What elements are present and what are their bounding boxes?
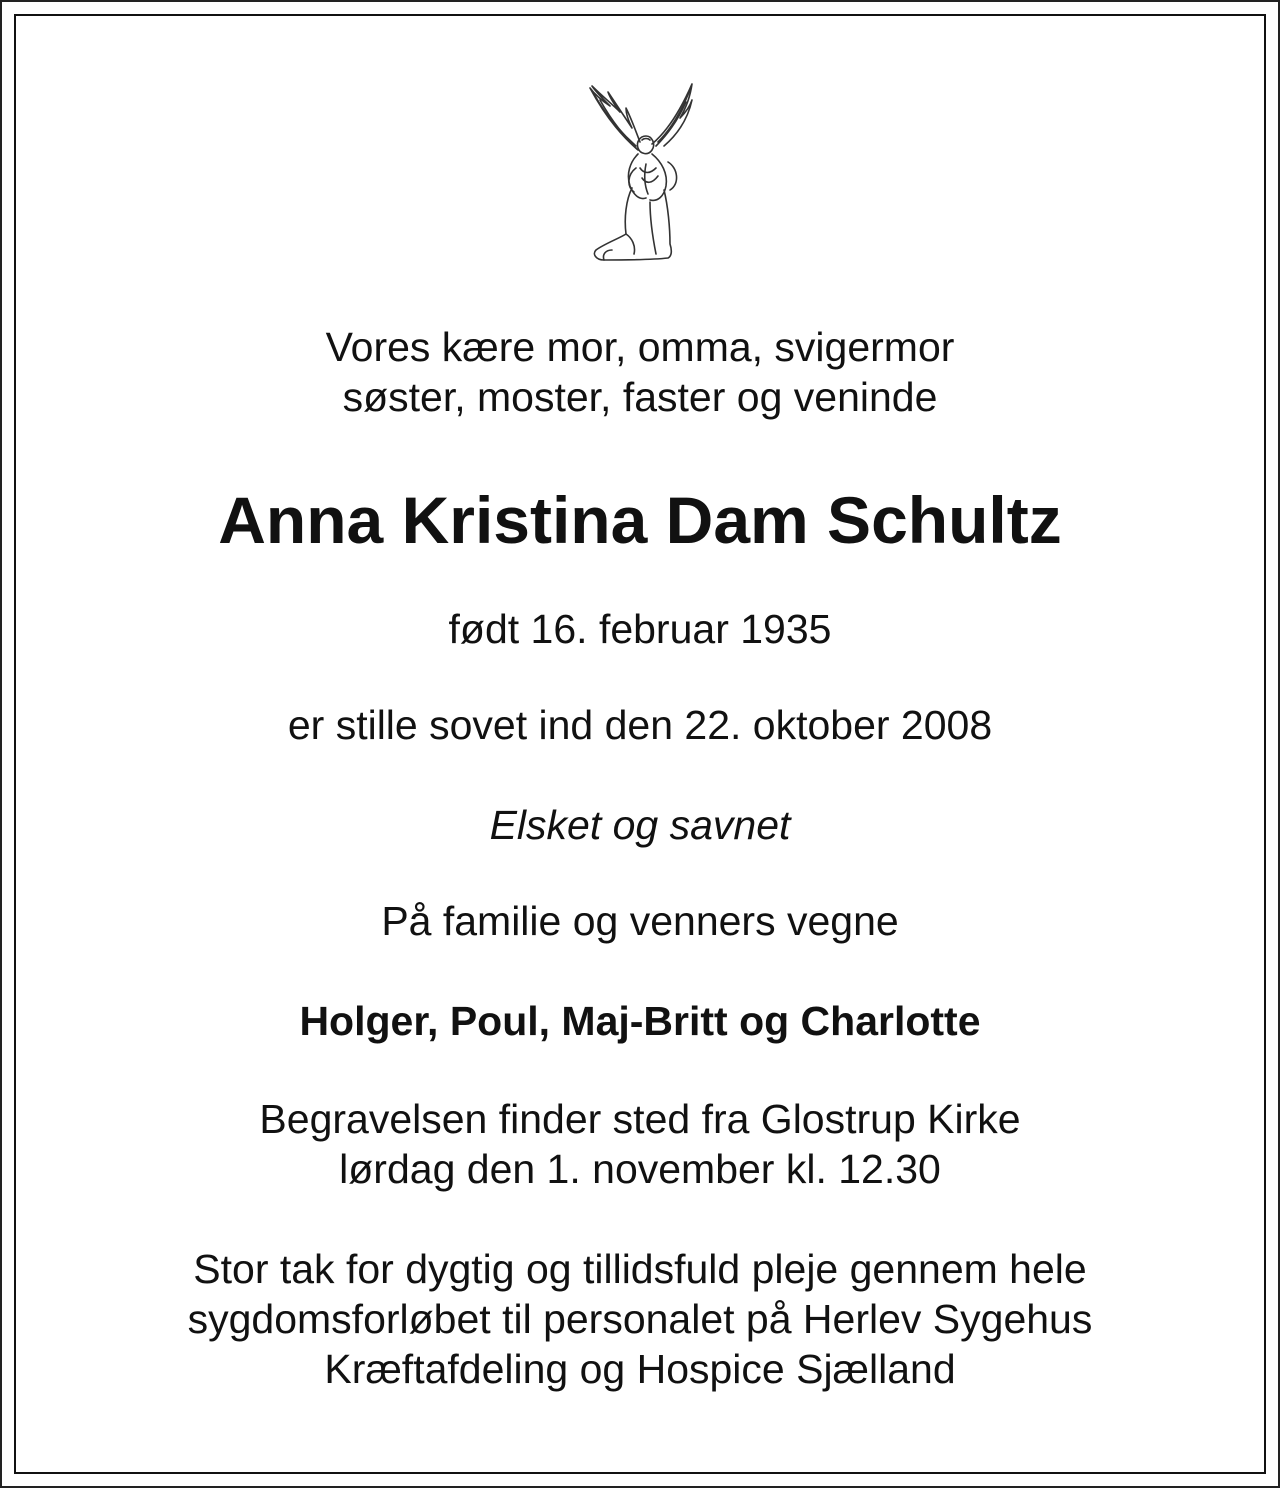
signatories: Holger, Poul, Maj-Britt og Charlotte [299, 998, 981, 1044]
intro-line-1: Vores kære mor, omma, svigermor [325, 324, 955, 370]
death-date: er stille sovet ind den 22. oktober 2008 [287, 702, 993, 748]
thanks-line-2: sygdomsforløbet til personalet på Herlev Sygehus [187, 1296, 1093, 1342]
on-behalf-text: På familie og venners vegne [381, 898, 899, 944]
funeral-line-2: lørdag den 1. november kl. 12.30 [339, 1146, 941, 1192]
tribute-text: Elsket og savnet [489, 802, 791, 848]
angel-icon [580, 78, 700, 268]
thanks-line-3: Kræftafdeling og Hospice Sjælland [324, 1346, 956, 1392]
deceased-name: Anna Kristina Dam Schultz [218, 483, 1062, 557]
birth-date: født 16. februar 1935 [448, 606, 832, 652]
intro-line-2: søster, moster, faster og veninde [342, 374, 938, 420]
funeral-line-1: Begravelsen finder sted fra Glostrup Kirke [259, 1096, 1021, 1142]
thanks-line-1: Stor tak for dygtig og tillidsfuld pleje gennem hele [193, 1246, 1087, 1292]
